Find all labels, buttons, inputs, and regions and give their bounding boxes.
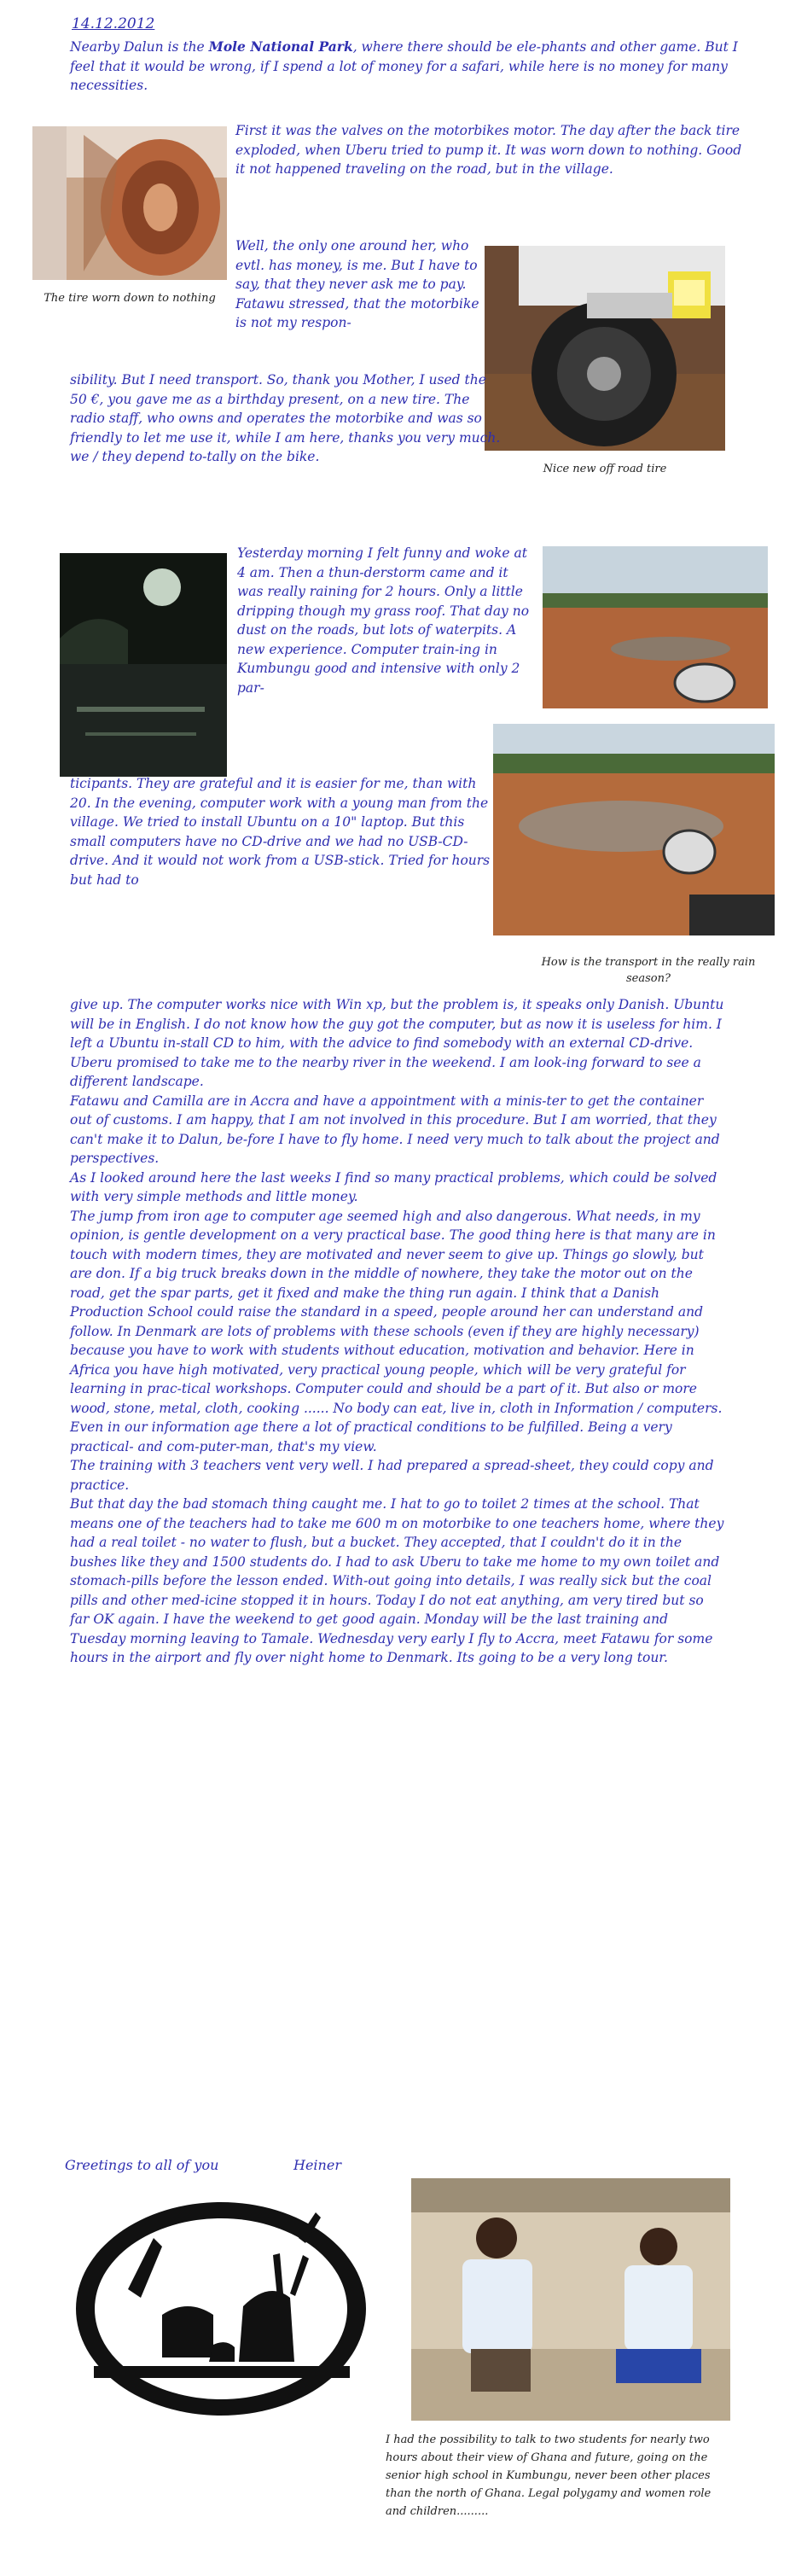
rain-road-photo-1 xyxy=(543,546,768,708)
rain-road-caption: How is the transport in the really rain season? xyxy=(541,956,756,985)
new-tire-photo xyxy=(485,246,725,451)
date: 14.12.2012 xyxy=(72,15,155,32)
storm-paragraph-1: Yesterday morning I felt funny and woke at 4 am. Then a thun-derstorm came and it was really raining for 2 hours. Only a little dripping though my grass roof. That day no dust on the roads, but lots of waterpits. A new experience. Computer train-ing in Kumbungu good and intensive with only 2 par- xyxy=(237,545,530,696)
students-photo xyxy=(411,2178,730,2421)
greeting: Greetings to all of you xyxy=(65,2157,219,2173)
tire-paragraph-2: Well, the only one around her, who evtl. has money, is me. But I have to say, that they never ask me to pay. Fatawu stressed, that the motorbike is not my respon- xyxy=(235,238,479,330)
antelope-silhouette-art xyxy=(60,2187,382,2431)
main-paragraph: give up. The computer works nice with Win xp, but the problem is, it speaks only Danish. Ubuntu will be in English. I do not know how the guy got the computer, but as now it is useless for him. I left a Ubuntu in-stall CD to him, with the advice to find somebody with an external CD-drive. Uberu promised to take me to the nearby river in the weekend. I am look-ing forward to see a different landscape. Fatawu and Camilla are in Accra and have a appointment with a minis-ter to get the container out of customs. I am happy, that I am not involved in this procedure. But I am worried, that they can't make it to Dalun, be-fore I have to fly home. I need very much to talk about the project and perspectives. As I looked around here the last weeks I find so many practical problems, which could be solved with very simple methods and little money. The jump from iron age to computer age seemed high and also dangerous. What needs, in my opinion, is gentle development on a very practical base. The good thing here is that many are in touch with modern times, they are motivated and never seem to give up. Things go slowly, but are don. If a big truck breaks down in the middle of nowhere, they take the motor out on the road, get the spar parts, get it fixed and make the thing run again. I think that a Danish Production School could raise the standard in a speed, people around her can understand and follow. In Denmark are lots of problems with these schools (even if they are highly necessary) because you have to work with students without education, motivation and behavior. Here in Africa you have high motivated, very practical young people, which will be very grateful for learning in prac-tical workshops. Computer could and should be a part of it. But also or more wood, stone, metal, cloth, cooking ...... No body can eat, live in, cloth in Information / computers. Even in our information age there a lot of practical conditions to be fulfilled. Being a very practical- and com-puter-man, that's my view. The training with 3 teachers vent very well. I had prepared a spread-sheet, they could copy and practice. But that day the bad stomach thing caught me. I hat to go to toilet 2 times at the school. That means one of the teachers had to take me 600 m on motorbike to one teachers home, where they had a real toilet - no water to flush, but a bucket. They accepted, that I couldn't do it in the bushes like they and 1500 students do. I had to ask Uberu to take me home to my own toilet and stomach-pills before the lesson ended. With-out going into details, I was really sick but the coal pills and other med-icine stopped it in hours. Today I do not eat anything, am very tired but so far OK again. I have the weekend to get good again. Monday will be the last training and Tuesday morning leaving to Tamale. Wednesday very early I fly to Accra, meet Fatawu for some hours in the airport and fly over night home to Denmark. Its going to be a very long tour. xyxy=(70,997,724,1665)
storm-paragraph-2: ticipants. They are grateful and it is easier for me, than with 20. In the evening, computer work with a young man from the village. We tried to install Ubuntu on a 10" laptop. But this small computers have no CD-drive and we had no USB-CD-drive. And it would not work from a USB-stick. Tried for hours but had to xyxy=(70,776,491,888)
night-rain-photo xyxy=(60,553,227,777)
signature: Heiner xyxy=(293,2157,341,2173)
new-tire-caption: Nice new off road tire xyxy=(543,463,667,475)
students-caption: I had the possibility to talk to two students for nearly two hours about their view of Ghana and future, going on the senior high school in Kumbungu, never been other places than the north of Ghana. Legal polygamy and women role and children......... xyxy=(386,2433,712,2518)
intro-paragraph: Nearby Dalun is the Mole National Park, where there should be ele-phants and other game. But I feel that it would be wrong, if I spend a lot of money for a safari, while here is no money for many necessities. xyxy=(70,38,738,93)
park-name: Mole National Park xyxy=(208,38,353,55)
worn-tire-caption: The tire worn down to nothing xyxy=(44,292,216,305)
rain-road-photo-2 xyxy=(493,724,775,935)
tire-paragraph-1: First it was the valves on the motorbikes motor. The day after the back tire exploded, when Uberu tried to pump it. It was worn down to nothing. Good it not happened traveling on the road, but in the village. xyxy=(235,123,742,177)
tire-paragraph-3: sibility. But I need transport. So, thank you Mother, I used the 50 €, you gave me as a birthday present, on a new tire. The radio staff, who owns and operates the motorbike and was so friendly to let me use it, while I am here, thanks you very much. we / they depend to-tally on the bike. xyxy=(70,372,501,464)
worn-tire-photo xyxy=(32,126,227,280)
